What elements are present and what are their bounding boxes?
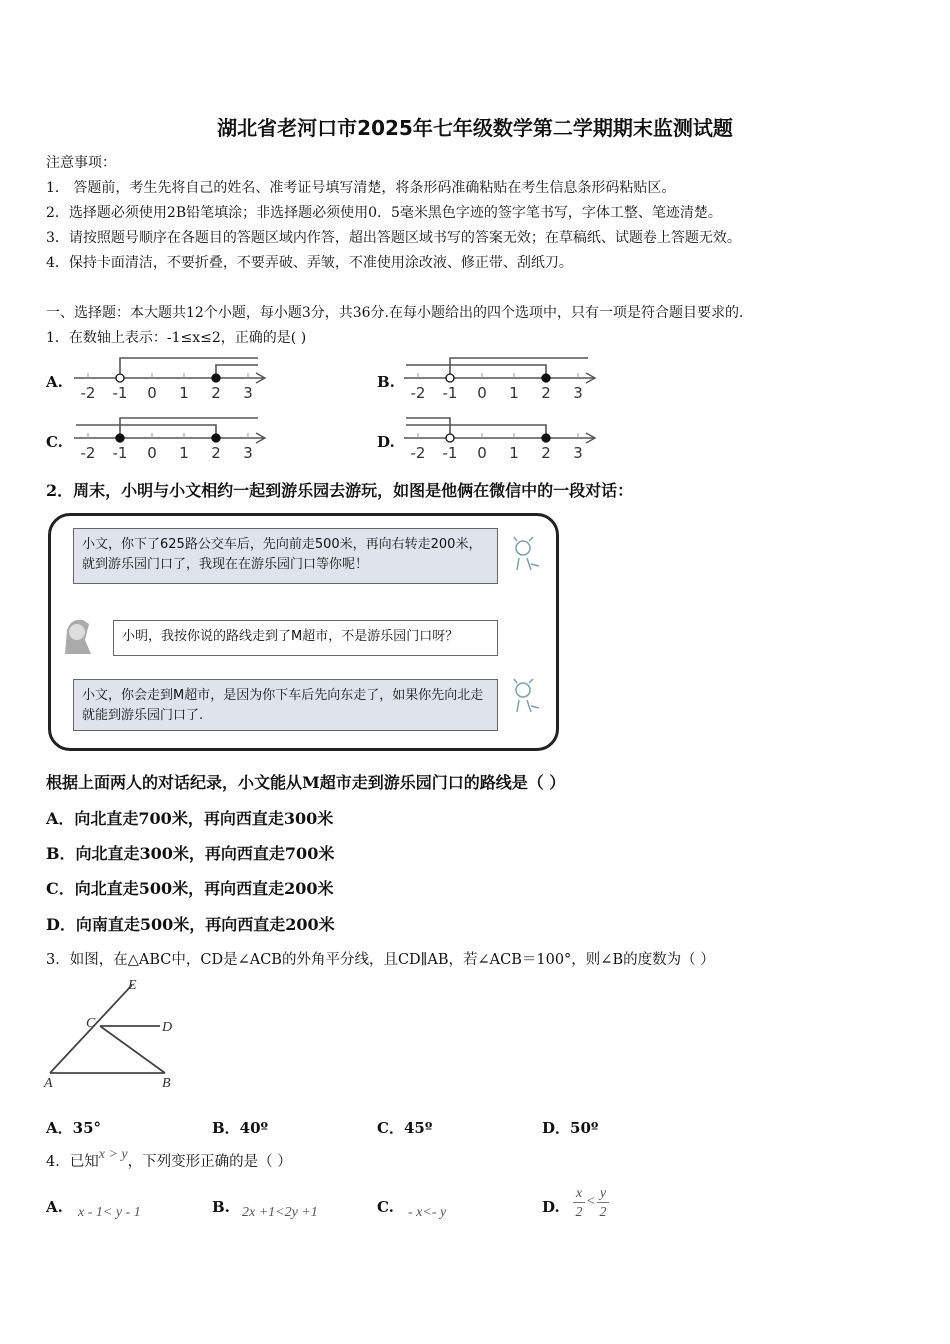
interval-ray: [216, 365, 258, 378]
q1-option-c-label: C.: [46, 433, 63, 451]
q3-stem: 3．如图，在△ABC中，CD是∠ACB的外角平分线，且CD∥AB，若∠ACB＝100°，则∠B的度数为（ ）: [46, 952, 715, 968]
note-item: 4．保持卡面清洁，不要折叠，不要弄破、弄皱，不准使用涂改液、修正带、刮纸刀。: [46, 255, 573, 271]
triangle-figure: [42, 975, 182, 1090]
q4-option-a-expr: x - 1< y - 1: [78, 1205, 141, 1220]
tick-label: 0: [147, 444, 157, 462]
fraction-numerator: y: [597, 1186, 609, 1203]
section-heading: 一、选择题：本大题共12个小题，每小题3分，共36分.在每小题给出的四个选项中，只有一项是符合题目要求的.: [46, 305, 744, 321]
tick-label: 3: [573, 384, 583, 402]
chat-message: 小文，你下了625路公交车后，先向前走500米，再向右转走200米，就到游乐园门口了，我现在在游乐园门口等你呢！: [73, 528, 498, 584]
chat-message: 小明，我按你说的路线走到了M超市，不是游乐园门口呀？: [113, 620, 498, 656]
avatar-icon: [511, 536, 541, 574]
q4-option-a-label: A.: [46, 1198, 63, 1216]
q4-option-c-label: C.: [377, 1198, 394, 1216]
closed-endpoint: [116, 434, 124, 442]
q2-option-b: B．向北直走300米，再向西直走700米: [46, 844, 335, 863]
q1-option-d-numberline: [402, 414, 602, 464]
tick-label: -2: [410, 444, 426, 462]
open-endpoint: [446, 434, 454, 442]
fraction-numerator: x: [573, 1186, 585, 1203]
q3-option-a: A．35°: [46, 1119, 102, 1137]
tick-label: -2: [80, 384, 96, 402]
q4-option-c-expr: - x<- y: [408, 1205, 447, 1220]
fraction-denominator: 2: [575, 1205, 583, 1220]
closed-endpoint: [212, 374, 220, 382]
q3-option-c: C．45º: [377, 1119, 433, 1137]
tick-label: -1: [112, 384, 128, 402]
q2-option-d: D．向南直走500米，再向西直走200米: [46, 915, 335, 934]
tick-label: 2: [541, 444, 551, 462]
q4-option-b-label: B.: [212, 1198, 230, 1216]
point-label-c: C: [86, 1016, 96, 1031]
chat-screenshot: [48, 513, 559, 751]
q4-option-d-label: D.: [542, 1198, 560, 1216]
open-endpoint: [446, 374, 454, 382]
interval-ray: [406, 365, 546, 378]
interval-ray: [120, 358, 258, 378]
q1-option-c-numberline: [72, 414, 272, 464]
note-item: 1． 答题前，考生先将自己的姓名、准考证号填写清楚，将条形码准确粘贴在考生信息条形码粘贴区。: [46, 180, 676, 196]
chat-message: 小文，你会走到M超市，是因为你下车后先向东走了，如果你先向北走就能到游乐园门口了.: [73, 679, 498, 731]
q3-option-b: B．40º: [212, 1119, 269, 1137]
tick-label: -1: [112, 444, 128, 462]
q2-question: 根据上面两人的对话纪录，小文能从M超市走到游乐园门口的路线是（ ）: [46, 773, 566, 792]
q1-option-b-numberline: [402, 354, 602, 404]
point-label-e: E: [128, 978, 137, 993]
tick-label: -2: [80, 444, 96, 462]
tick-label: -1: [442, 444, 458, 462]
page-title: 湖北省老河口市2025年七年级数学第二学期期末监测试题: [217, 116, 733, 140]
interval-ray: [406, 425, 546, 438]
tick-label: 3: [573, 444, 583, 462]
notes-heading: 注意事项：: [46, 155, 116, 171]
q2-stem: 2．周末，小明与小文相约一起到游乐园去游玩，如图是他俩在微信中的一段对话：: [46, 481, 634, 500]
tick-label: 1: [509, 384, 519, 402]
tick-label: 2: [211, 384, 221, 402]
tick-label: -2: [410, 384, 426, 402]
q1-option-b-label: B.: [377, 373, 395, 391]
tick-label: -1: [442, 384, 458, 402]
q2-option-c: C．向北直走500米，再向西直走200米: [46, 879, 334, 898]
note-item: 2．选择题必须使用2B铅笔填涂；非选择题必须使用0．5毫米黑色字迹的签字笔书写，字体工整、笔迹清楚。: [46, 205, 722, 221]
q4-stem-after: ，下列变形正确的是（ ）: [127, 1154, 292, 1170]
open-endpoint: [116, 374, 124, 382]
tick-label: 2: [541, 384, 551, 402]
fraction-denominator: 2: [599, 1205, 607, 1220]
tick-label: 0: [477, 384, 487, 402]
tick-label: 1: [509, 444, 519, 462]
closed-endpoint: [212, 434, 220, 442]
tick-label: 1: [179, 444, 189, 462]
closed-endpoint: [542, 434, 550, 442]
point-label-a: A: [44, 1076, 53, 1090]
tick-label: 0: [147, 384, 157, 402]
interval-ray: [120, 418, 258, 438]
q1-option-a-numberline: [72, 354, 272, 404]
tick-label: 1: [179, 384, 189, 402]
tick-label: 3: [243, 384, 253, 402]
tick-label: 3: [243, 444, 253, 462]
q1-stem: 1．在数轴上表示：-1≤x≤2，正确的是( ): [46, 330, 307, 346]
interval-ray: [76, 425, 216, 438]
point-label-b: B: [162, 1076, 171, 1090]
q4-condition: x > y: [98, 1147, 128, 1162]
tick-label: 2: [211, 444, 221, 462]
interval-ray: [450, 358, 588, 378]
q4-stem: [46, 1147, 292, 1171]
q1-option-d-label: D.: [377, 433, 395, 451]
q2-option-a: A．向北直走700米，再向西直走300米: [46, 809, 334, 828]
interval-ray: [406, 418, 450, 438]
q1-option-a-label: A.: [46, 373, 63, 391]
avatar-icon: [511, 678, 541, 716]
q4-stem-before: 4．已知: [46, 1154, 99, 1170]
closed-endpoint: [542, 374, 550, 382]
point-label-d: D: [162, 1020, 173, 1035]
avatar-icon: [61, 616, 91, 654]
tick-label: 0: [477, 444, 487, 462]
q3-option-d: D．50º: [542, 1119, 599, 1137]
q4-option-b-expr: 2x +1<2y +1: [242, 1205, 318, 1220]
relation-sign: <: [586, 1194, 596, 1209]
note-item: 3．请按照题号顺序在各题目的答题区域内作答，超出答题区域书写的答案无效；在草稿纸、试题卷上答题无效。: [46, 230, 741, 246]
